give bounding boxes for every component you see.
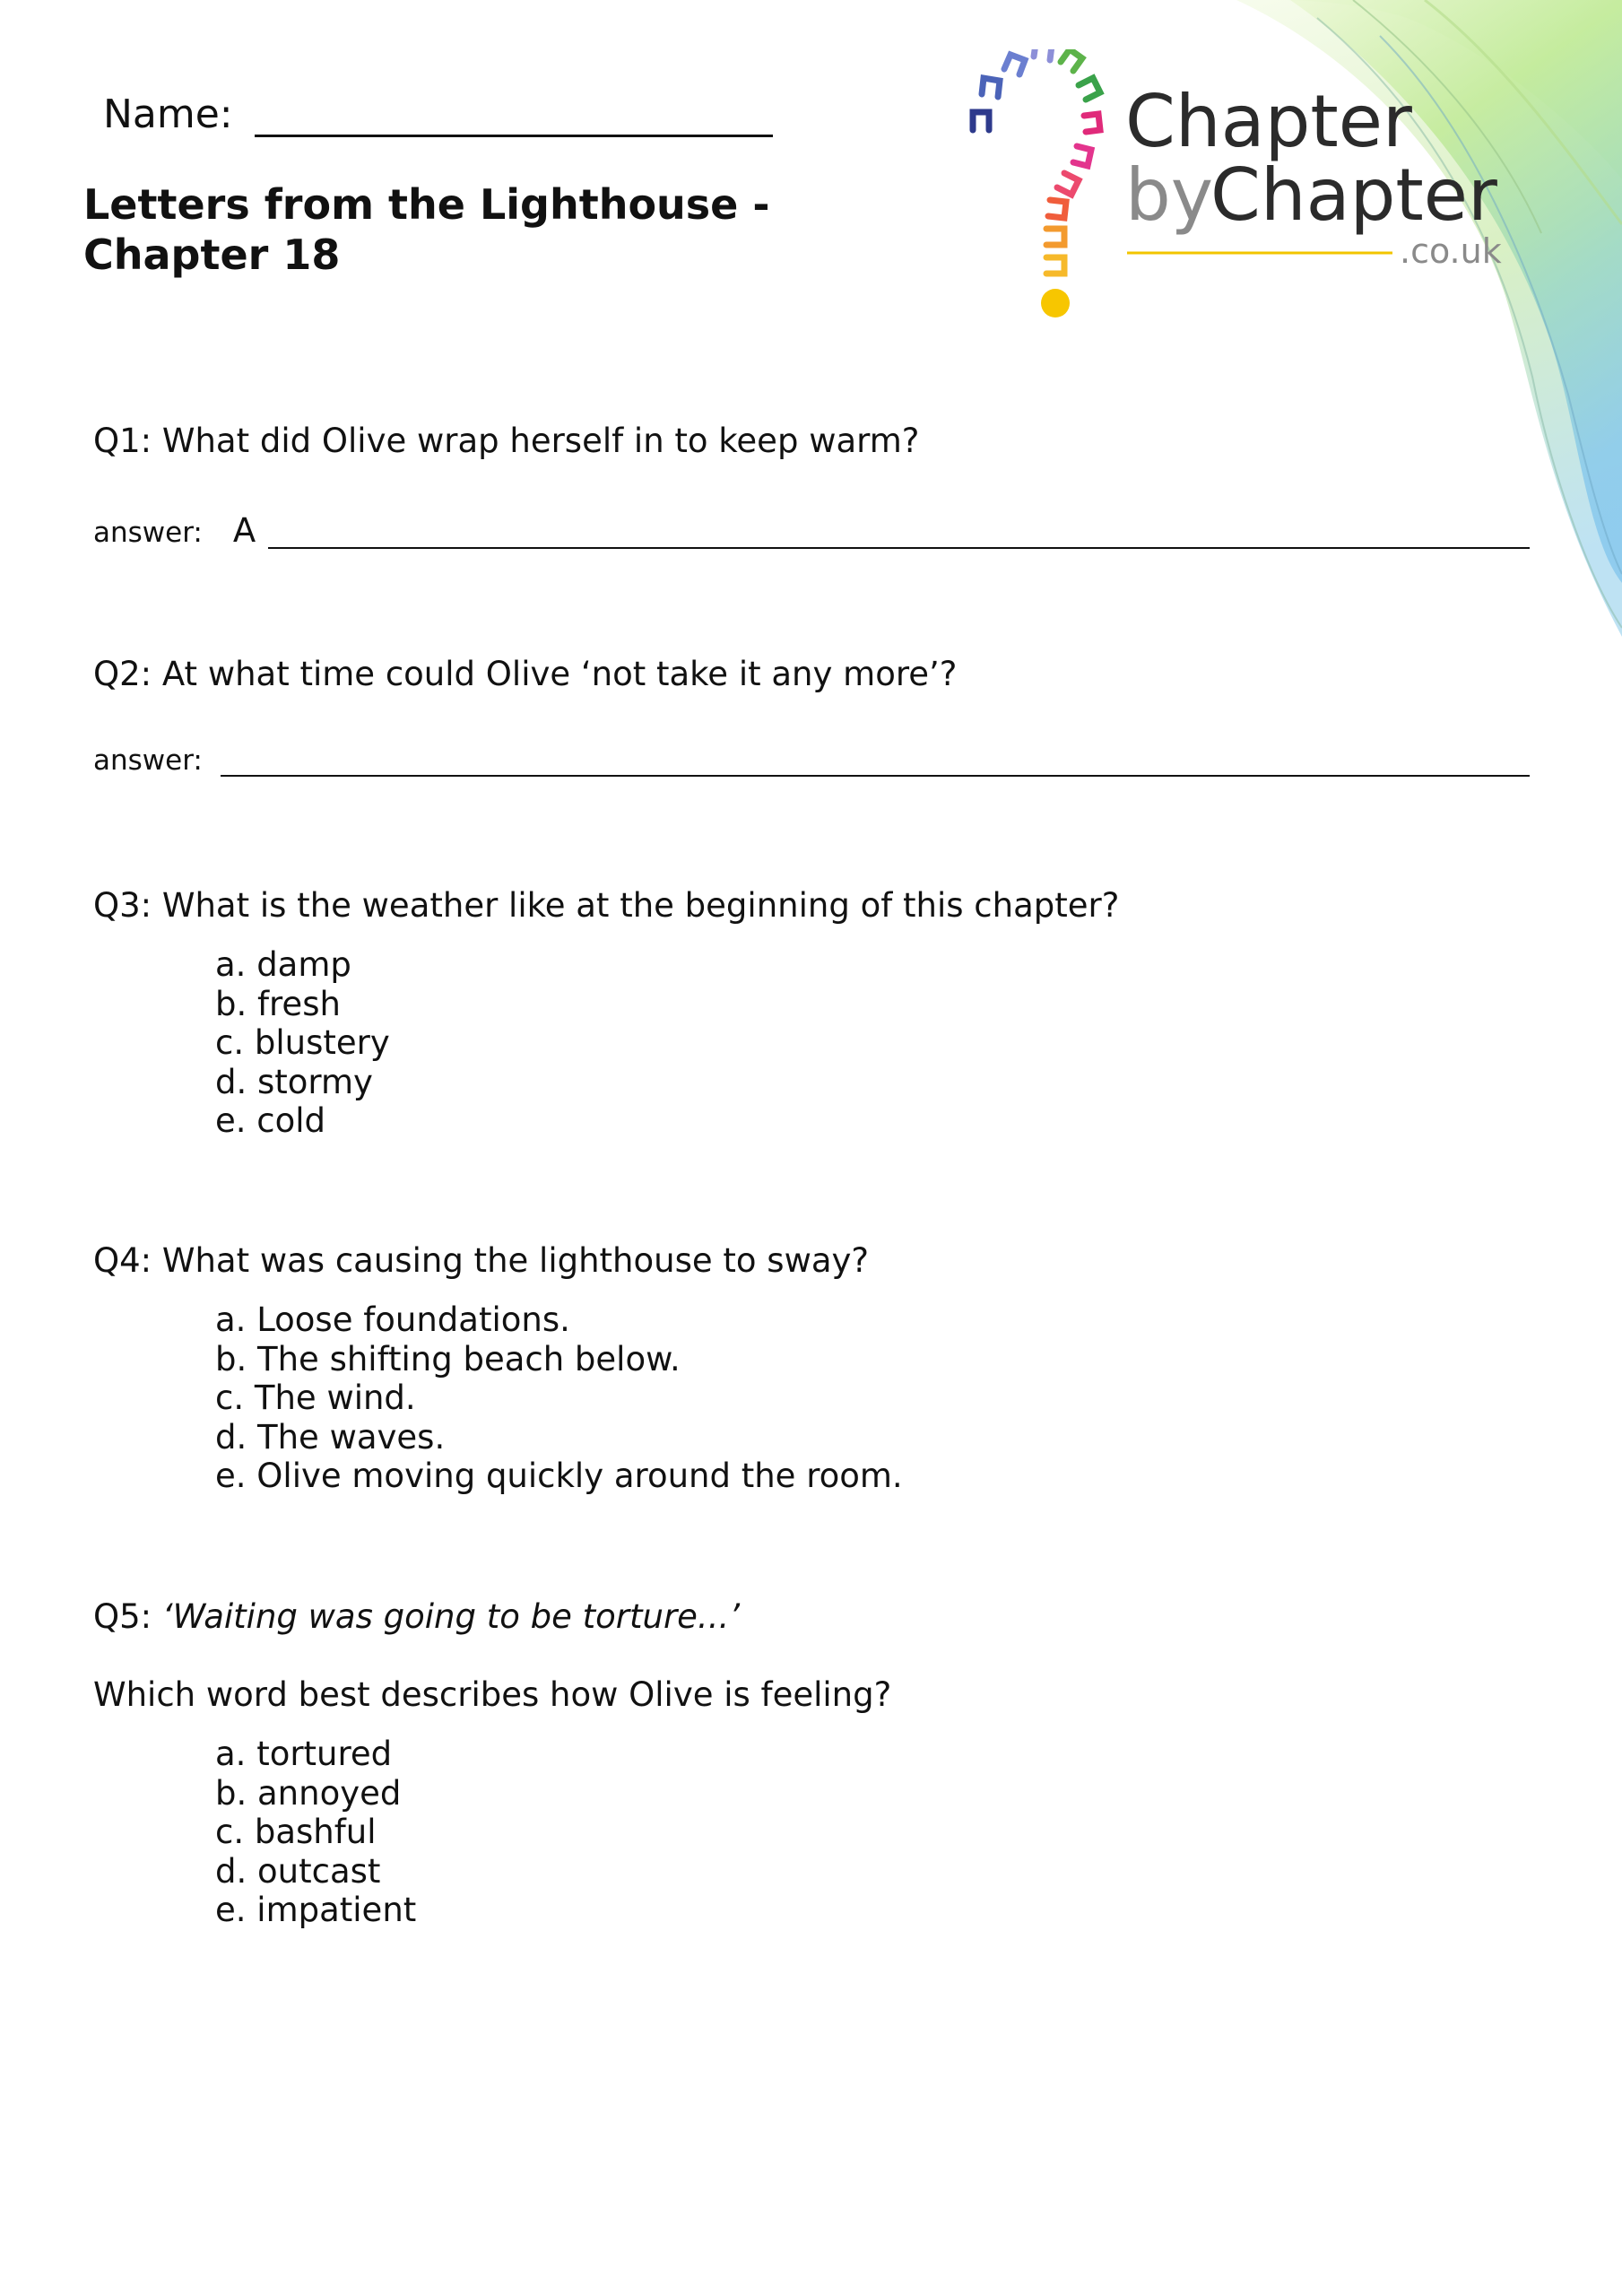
question-5-options	[215, 1735, 416, 1930]
option-5e[interactable]: e. impatient	[215, 1891, 417, 1929]
option-3e[interactable]: e. cold	[215, 1101, 326, 1140]
option-3b[interactable]: b. fresh	[215, 984, 341, 1023]
name-label: Name:	[103, 91, 233, 137]
answer-1-label: answer:	[93, 517, 203, 549]
title-line-1: Letters from the Lighthouse -	[83, 180, 770, 229]
question-4-options	[215, 1300, 903, 1496]
option-4d[interactable]: d. The waves.	[215, 1417, 446, 1457]
option-5c[interactable]: c. bashful	[215, 1813, 377, 1851]
answer-2-field[interactable]	[221, 748, 1530, 777]
answer-1-field[interactable]	[268, 520, 1530, 549]
question-5-quote: ‘Waiting was going to be torture...’	[161, 1597, 740, 1636]
question-3: Q3: What is the weather like at the beginning of this chapter?	[93, 886, 1120, 925]
question-5-prefix: Q5:	[93, 1597, 162, 1636]
logo-word-chapter: Chapter	[1125, 80, 1412, 163]
answer-2-label: answer:	[93, 744, 203, 777]
question-5-quote-row	[93, 1597, 740, 1637]
question-4: Q4: What was causing the lighthouse to sway?	[93, 1241, 870, 1280]
option-3d[interactable]: d. stormy	[215, 1062, 373, 1101]
logo-dot	[1041, 289, 1070, 317]
name-field[interactable]	[255, 90, 773, 137]
option-4e[interactable]: e. Olive moving quickly around the room.	[215, 1457, 903, 1495]
answer-2-row	[93, 744, 1530, 777]
option-5d[interactable]: d. outcast	[215, 1851, 381, 1891]
logo-word-by: by	[1125, 153, 1214, 237]
question-3-options	[215, 945, 390, 1141]
question-1: Q1: What did Olive wrap herself in to keep warm?	[93, 422, 920, 460]
option-4b[interactable]: b. The shifting beach below.	[215, 1339, 681, 1378]
question-2: Q2: At what time could Olive ‘not take it any more’?	[93, 655, 958, 693]
question-5: Which word best describes how Olive is feeling?	[93, 1675, 892, 1714]
title-line-2: Chapter 18	[83, 230, 341, 279]
page-title	[83, 179, 890, 280]
option-3a[interactable]: a. damp	[215, 945, 351, 984]
option-3c[interactable]: c. blustery	[215, 1023, 390, 1062]
name-row	[103, 90, 773, 137]
logo-domain: .co.uk	[1400, 231, 1502, 271]
option-4a[interactable]: a. Loose foundations.	[215, 1300, 570, 1339]
logo-word-chapter-2: Chapter	[1210, 153, 1497, 237]
option-5b[interactable]: b. annoyed	[215, 1773, 402, 1813]
chapter-by-chapter-logo	[964, 49, 1538, 318]
option-5a[interactable]: a. tortured	[215, 1735, 393, 1773]
answer-1-value: A	[232, 511, 256, 550]
option-4c[interactable]: c. The wind.	[215, 1378, 416, 1417]
question-mark-books-icon	[973, 49, 1100, 317]
answer-1-row	[93, 513, 1530, 549]
